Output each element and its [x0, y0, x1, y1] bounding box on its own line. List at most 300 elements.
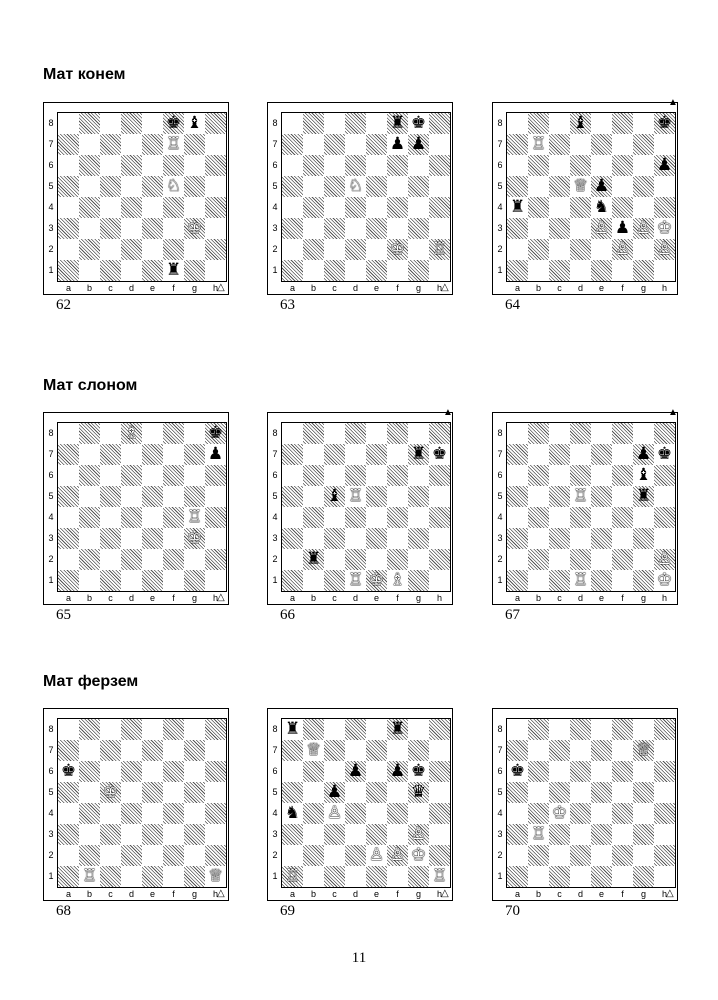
rank-label: 2 [48, 554, 54, 564]
square-d4 [570, 507, 591, 528]
square-a6 [507, 155, 528, 176]
square-h5 [205, 176, 226, 197]
square-h1 [429, 260, 450, 281]
rank-label: 6 [497, 160, 503, 170]
square-c6 [549, 465, 570, 486]
square-d6 [570, 465, 591, 486]
black-to-move-icon: ▲ [668, 407, 678, 418]
file-label: c [108, 283, 113, 293]
square-c4 [100, 803, 121, 824]
square-a5 [507, 486, 528, 507]
rank-label: 2 [272, 850, 278, 860]
piece-g5: ♛ [410, 782, 427, 802]
piece-b2: ♜ [305, 549, 322, 569]
rank-label: 4 [497, 512, 503, 522]
piece-e4: ♞ [593, 197, 610, 217]
square-g5 [184, 782, 205, 803]
piece-g4: ♖ [186, 507, 203, 527]
square-e7 [142, 740, 163, 761]
rank-label: 3 [497, 223, 503, 233]
square-g8 [184, 423, 205, 444]
square-d5 [121, 486, 142, 507]
square-a7 [507, 444, 528, 465]
square-h3 [654, 528, 675, 549]
square-a7 [282, 740, 303, 761]
rank-label: 3 [272, 829, 278, 839]
square-f3 [163, 824, 184, 845]
rank-label: 1 [497, 871, 503, 881]
square-b3 [79, 824, 100, 845]
square-h3 [205, 218, 226, 239]
square-c3 [549, 824, 570, 845]
rank-label: 1 [497, 575, 503, 585]
square-b1 [528, 570, 549, 591]
square-h4 [654, 507, 675, 528]
square-f1 [612, 260, 633, 281]
square-d2 [121, 239, 142, 260]
square-e2 [591, 845, 612, 866]
rank-label: 1 [48, 265, 54, 275]
file-label: e [373, 283, 379, 293]
file-label: b [86, 283, 92, 293]
square-f6 [163, 465, 184, 486]
rank-label: 4 [497, 808, 503, 818]
square-d6 [570, 761, 591, 782]
square-c6 [324, 761, 345, 782]
square-g2 [408, 239, 429, 260]
square-b5 [79, 176, 100, 197]
piece-f7: ♟ [389, 134, 406, 154]
square-d3 [121, 218, 142, 239]
square-d8 [121, 719, 142, 740]
square-g5 [408, 176, 429, 197]
black-to-move-icon: ▲ [443, 407, 453, 418]
square-c5 [324, 176, 345, 197]
square-b5 [303, 486, 324, 507]
file-label: b [310, 593, 316, 603]
piece-h8: ♚ [656, 113, 673, 133]
rank-label: 3 [272, 223, 278, 233]
square-g2 [633, 845, 654, 866]
square-h4 [205, 507, 226, 528]
piece-e3: ♙ [593, 218, 610, 238]
square-b3 [528, 528, 549, 549]
square-a8 [507, 113, 528, 134]
square-e8 [366, 423, 387, 444]
square-h6 [654, 761, 675, 782]
square-d2 [570, 239, 591, 260]
piece-f6: ♟ [389, 761, 406, 781]
square-a1 [282, 260, 303, 281]
square-c7 [549, 740, 570, 761]
rank-label: 8 [497, 118, 503, 128]
file-label: h [661, 283, 667, 293]
square-d3 [345, 528, 366, 549]
square-e3 [591, 528, 612, 549]
square-d7 [570, 134, 591, 155]
file-label: a [289, 593, 295, 603]
square-h6 [654, 465, 675, 486]
square-f2 [612, 845, 633, 866]
square-h2 [205, 549, 226, 570]
square-b4 [79, 197, 100, 218]
square-c7 [100, 134, 121, 155]
square-g1 [633, 570, 654, 591]
square-d1 [345, 260, 366, 281]
square-h3 [429, 528, 450, 549]
square-f7 [163, 444, 184, 465]
square-b7 [303, 134, 324, 155]
black-to-move-icon: ▲ [668, 97, 678, 108]
square-b3 [303, 218, 324, 239]
square-a1 [58, 570, 79, 591]
square-c5 [549, 486, 570, 507]
square-e6 [591, 761, 612, 782]
rank-label: 7 [497, 745, 503, 755]
square-f8 [163, 719, 184, 740]
square-d4 [121, 507, 142, 528]
diagram-number: 62 [56, 297, 71, 313]
square-e4 [591, 507, 612, 528]
square-d7 [121, 740, 142, 761]
square-h4 [429, 803, 450, 824]
square-f3 [612, 528, 633, 549]
rank-label: 5 [272, 787, 278, 797]
piece-d5: ♕ [572, 176, 589, 196]
square-b5 [303, 782, 324, 803]
square-e8 [591, 423, 612, 444]
square-b5 [303, 176, 324, 197]
square-b2 [528, 549, 549, 570]
file-label: b [535, 593, 541, 603]
square-b3 [303, 824, 324, 845]
square-c4 [324, 197, 345, 218]
piece-d5: ♖ [572, 486, 589, 506]
square-e6 [591, 465, 612, 486]
square-f4 [163, 803, 184, 824]
diagram-number: 66 [280, 607, 295, 623]
rank-label: 6 [497, 766, 503, 776]
square-b3 [303, 528, 324, 549]
square-f1 [163, 866, 184, 887]
square-b1 [79, 570, 100, 591]
file-label: c [108, 889, 113, 899]
square-g2 [633, 239, 654, 260]
square-e7 [591, 444, 612, 465]
square-h2 [429, 845, 450, 866]
rank-label: 5 [497, 181, 503, 191]
file-label: h [661, 889, 667, 899]
square-c7 [549, 444, 570, 465]
square-f6 [612, 155, 633, 176]
square-a7 [507, 134, 528, 155]
file-label: a [289, 283, 295, 293]
file-label: d [577, 889, 583, 899]
square-d2 [570, 549, 591, 570]
square-c7 [324, 444, 345, 465]
piece-c5: ♔ [102, 782, 119, 802]
square-a2 [58, 549, 79, 570]
file-label: b [86, 593, 92, 603]
square-e2 [591, 239, 612, 260]
square-e6 [142, 465, 163, 486]
piece-d6: ♟ [347, 761, 364, 781]
square-a7 [58, 444, 79, 465]
piece-h2: ♙ [656, 549, 673, 569]
square-c2 [324, 239, 345, 260]
square-a4 [282, 197, 303, 218]
square-c4 [100, 197, 121, 218]
square-d8 [570, 423, 591, 444]
file-label: h [212, 283, 218, 293]
chessboard [57, 112, 227, 282]
rank-label: 4 [48, 202, 54, 212]
file-label: g [640, 889, 646, 899]
file-label: c [332, 283, 337, 293]
file-label: c [557, 889, 562, 899]
square-b2 [303, 239, 324, 260]
rank-label: 6 [272, 470, 278, 480]
square-d3 [570, 528, 591, 549]
piece-e5: ♟ [593, 176, 610, 196]
square-g2 [184, 239, 205, 260]
square-g5 [184, 176, 205, 197]
rank-label: 7 [497, 449, 503, 459]
square-d2 [121, 549, 142, 570]
square-e2 [366, 549, 387, 570]
square-b1 [303, 570, 324, 591]
piece-h1: ♖ [431, 866, 448, 886]
square-g1 [408, 570, 429, 591]
piece-g3: ♔ [186, 528, 203, 548]
rank-label: 6 [48, 470, 54, 480]
square-a8 [282, 423, 303, 444]
square-e2 [591, 549, 612, 570]
file-label: h [212, 889, 218, 899]
square-g6 [408, 465, 429, 486]
rank-label: 3 [497, 533, 503, 543]
square-e5 [366, 486, 387, 507]
piece-a1: ♖ [284, 866, 301, 886]
square-h4 [205, 803, 226, 824]
rank-label: 3 [48, 533, 54, 543]
square-e7 [366, 134, 387, 155]
square-a4 [507, 803, 528, 824]
square-h8 [205, 113, 226, 134]
square-f3 [387, 528, 408, 549]
square-h3 [654, 824, 675, 845]
square-a5 [507, 782, 528, 803]
rank-label: 6 [48, 766, 54, 776]
square-d7 [570, 444, 591, 465]
white-to-move-icon: △ [666, 888, 674, 899]
square-c4 [324, 507, 345, 528]
square-e4 [366, 507, 387, 528]
piece-a4: ♞ [284, 803, 301, 823]
rank-label: 3 [48, 829, 54, 839]
square-a2 [507, 239, 528, 260]
rank-label: 2 [272, 554, 278, 564]
square-d4 [345, 803, 366, 824]
square-b8 [528, 113, 549, 134]
square-c2 [324, 845, 345, 866]
square-g8 [408, 719, 429, 740]
square-g1 [633, 260, 654, 281]
square-c1 [549, 570, 570, 591]
square-b6 [528, 155, 549, 176]
square-a8 [507, 423, 528, 444]
square-d1 [121, 866, 142, 887]
square-e1 [591, 260, 612, 281]
square-h6 [429, 155, 450, 176]
square-g4 [633, 197, 654, 218]
square-a4 [58, 197, 79, 218]
piece-f8: ♜ [389, 719, 406, 739]
square-a2 [282, 549, 303, 570]
file-label: f [621, 889, 624, 899]
square-g4 [184, 803, 205, 824]
square-c4 [100, 507, 121, 528]
square-d7 [570, 740, 591, 761]
square-c1 [324, 260, 345, 281]
rank-label: 7 [272, 139, 278, 149]
square-a6 [58, 155, 79, 176]
square-c1 [549, 866, 570, 887]
square-e6 [366, 761, 387, 782]
square-a1 [58, 260, 79, 281]
square-d5 [121, 176, 142, 197]
square-c7 [100, 444, 121, 465]
file-label: h [436, 593, 442, 603]
square-f2 [163, 239, 184, 260]
square-h6 [205, 761, 226, 782]
file-label: e [373, 889, 379, 899]
chessboard [281, 112, 451, 282]
square-e6 [142, 155, 163, 176]
square-h8 [654, 423, 675, 444]
piece-a6: ♚ [509, 761, 526, 781]
square-e8 [366, 719, 387, 740]
square-c1 [324, 866, 345, 887]
square-d3 [570, 824, 591, 845]
square-e2 [142, 845, 163, 866]
file-label: b [86, 889, 92, 899]
piece-f1: ♗ [389, 570, 406, 590]
piece-g6: ♚ [410, 761, 427, 781]
piece-f2: ♙ [389, 845, 406, 865]
diagram-68 [43, 708, 231, 920]
square-g4 [408, 803, 429, 824]
square-g5 [184, 486, 205, 507]
square-b3 [79, 218, 100, 239]
square-e3 [142, 824, 163, 845]
white-to-move-icon: △ [217, 888, 225, 899]
diagram-69 [267, 708, 455, 920]
square-c4 [549, 507, 570, 528]
square-d7 [121, 134, 142, 155]
square-f3 [163, 528, 184, 549]
square-b3 [79, 528, 100, 549]
square-e4 [366, 803, 387, 824]
square-a8 [58, 423, 79, 444]
square-b8 [303, 113, 324, 134]
file-label: f [396, 593, 399, 603]
square-b2 [528, 239, 549, 260]
square-g4 [633, 803, 654, 824]
square-c2 [100, 239, 121, 260]
square-a1 [507, 866, 528, 887]
rank-label: 7 [272, 449, 278, 459]
square-d8 [121, 113, 142, 134]
square-b5 [528, 782, 549, 803]
rank-label: 6 [272, 766, 278, 776]
file-label: h [436, 283, 442, 293]
square-c8 [549, 423, 570, 444]
square-g1 [184, 570, 205, 591]
square-a3 [282, 218, 303, 239]
square-g4 [408, 197, 429, 218]
square-f4 [387, 197, 408, 218]
square-a3 [58, 528, 79, 549]
diagram-number: 63 [280, 297, 295, 313]
square-h5 [654, 176, 675, 197]
square-f6 [163, 155, 184, 176]
square-d6 [121, 155, 142, 176]
square-e6 [366, 155, 387, 176]
square-d6 [345, 155, 366, 176]
piece-f8: ♚ [165, 113, 182, 133]
diagram-62 [43, 102, 231, 314]
square-c7 [324, 134, 345, 155]
square-h4 [429, 507, 450, 528]
square-c3 [324, 824, 345, 845]
square-b2 [303, 845, 324, 866]
square-c2 [100, 845, 121, 866]
file-label: a [65, 889, 71, 899]
rank-label: 3 [48, 223, 54, 233]
rank-label: 7 [497, 139, 503, 149]
square-g5 [633, 782, 654, 803]
square-d8 [345, 423, 366, 444]
square-f5 [163, 782, 184, 803]
square-g3 [633, 824, 654, 845]
file-label: g [415, 889, 421, 899]
square-e8 [142, 719, 163, 740]
square-c5 [549, 782, 570, 803]
rank-label: 1 [48, 871, 54, 881]
square-g1 [408, 260, 429, 281]
square-b4 [79, 803, 100, 824]
square-h4 [654, 197, 675, 218]
square-a6 [282, 155, 303, 176]
diagram-number: 69 [280, 903, 295, 919]
square-a8 [58, 719, 79, 740]
square-h8 [654, 719, 675, 740]
square-g8 [633, 719, 654, 740]
square-f2 [163, 549, 184, 570]
square-e2 [142, 549, 163, 570]
rank-label: 7 [48, 449, 54, 459]
piece-g8: ♝ [186, 113, 203, 133]
square-a6 [58, 465, 79, 486]
square-c6 [100, 465, 121, 486]
square-e1 [591, 570, 612, 591]
piece-h2: ♙ [656, 239, 673, 259]
square-a2 [58, 845, 79, 866]
square-e4 [142, 197, 163, 218]
square-d5 [345, 782, 366, 803]
square-h4 [654, 803, 675, 824]
